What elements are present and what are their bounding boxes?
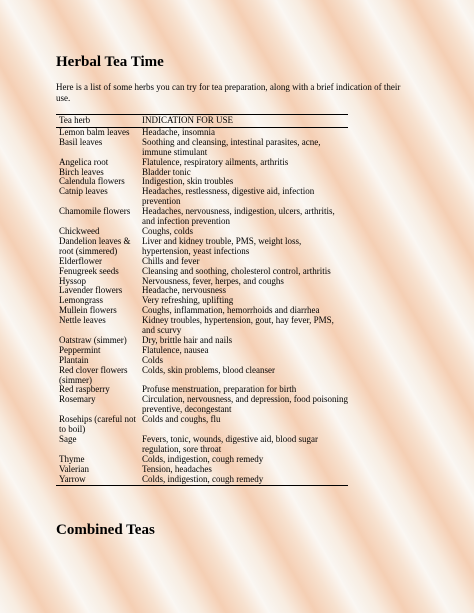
cell-herb: Sage — [59, 434, 77, 444]
cell-indication: Circulation, nervousness, and depression, food poisoning preventive, decongestant — [142, 394, 348, 415]
cell-herb: Mullein flowers — [59, 305, 117, 316]
table-row — [56, 187, 348, 207]
cell-herb: Hyssop — [59, 275, 87, 286]
table-row — [56, 366, 348, 386]
table-row — [56, 435, 348, 455]
cell-indication: Chills and fever — [142, 255, 200, 266]
cell-herb: Rosehips (careful not to boil) — [59, 414, 136, 435]
cell-herb: Chickweed — [59, 225, 100, 236]
table-header-row — [56, 115, 348, 128]
cell-herb: Yarrow — [59, 473, 86, 484]
cell-indication: Coughs, colds — [142, 225, 194, 236]
cell-indication: Flatulence, respiratory ailments, arthritis — [142, 156, 289, 167]
herb-table-body — [56, 127, 348, 485]
cell-indication: Headache, nervousness — [142, 285, 226, 296]
table-row — [56, 475, 348, 485]
cell-indication: Fevers, tonic, wounds, digestive aid, blood sugar regulation, sore throat — [142, 434, 318, 454]
cell-indication: Soothing and cleansing, intestinal parasites, acne, immune stimulant — [142, 136, 321, 157]
page-title: Herbal Tea Time — [56, 54, 164, 70]
cell-indication: Liver and kidney trouble, PMS, weight loss, hypertension, yeast infections — [142, 235, 302, 256]
cell-herb: Oatstraw (simmer) — [59, 334, 127, 345]
header-indication: INDICATION FOR USE — [142, 115, 234, 125]
cell-indication: Indigestion, skin troubles — [142, 176, 234, 187]
cell-herb: Plantain — [59, 354, 89, 365]
cell-indication: Headaches, nervousness, indigestion, ulcers, arthritis, and infection prevention — [142, 206, 335, 227]
cell-herb: Dandelion leaves & root (simmered) — [59, 235, 131, 256]
cell-herb: Calendula flowers — [59, 176, 125, 187]
cell-herb: Lemongrass — [59, 295, 103, 306]
cell-herb: Catnip leaves — [59, 186, 108, 197]
cell-herb: Fenugreek seeds — [59, 265, 119, 276]
cell-indication: Bladder tonic — [142, 166, 191, 177]
cell-indication: Headache, insomnia — [142, 126, 215, 137]
cell-herb: Basil leaves — [59, 136, 103, 147]
header-tea-herb: Tea herb — [59, 115, 91, 125]
cell-herb: Red raspberry — [59, 384, 110, 395]
cell-herb: Birch leaves — [59, 166, 104, 177]
cell-indication: Headaches, restlessness, digestive aid, infection prevention — [142, 186, 315, 207]
cell-herb: Thyme — [59, 453, 85, 464]
cell-indication: Cleansing and soothing, cholesterol control, arthritis — [142, 265, 331, 276]
cell-herb: Red clover flowers (simmer) — [59, 364, 128, 385]
cell-indication: Coughs, inflammation, hemorrhoids and diarrhea — [142, 305, 320, 316]
table-row — [56, 138, 348, 158]
section-title-combined-teas: Combined Teas — [56, 522, 155, 538]
table-row — [56, 207, 348, 227]
table-row — [56, 346, 348, 356]
cell-herb: Angelica root — [59, 156, 109, 167]
cell-indication: Nervousness, fever, herpes, and coughs — [142, 275, 284, 286]
table-row — [56, 316, 348, 336]
cell-herb: Lavender flowers — [59, 285, 123, 296]
cell-indication: Colds, skin problems, blood cleanser — [142, 364, 275, 375]
herb-table — [56, 114, 348, 486]
cell-herb: Lemon balm leaves — [59, 126, 130, 137]
table-row — [56, 237, 348, 257]
cell-indication: Colds and coughs, flu — [142, 414, 221, 425]
cell-indication: Colds — [142, 354, 164, 365]
cell-indication: Profuse menstruation, preparation for birth — [142, 384, 297, 395]
cell-indication: Flatulence, nausea — [142, 344, 209, 355]
cell-herb: Nettle leaves — [59, 315, 106, 326]
table-row — [56, 415, 348, 435]
cell-herb: Rosemary — [59, 394, 96, 405]
cell-herb: Elderflower — [59, 255, 102, 266]
cell-herb: Peppermint — [59, 344, 101, 355]
cell-herb: Valerian — [59, 463, 89, 474]
cell-herb: Chamomile flowers — [59, 206, 131, 217]
cell-indication: Colds, indigestion, cough remedy — [142, 453, 264, 464]
table-row — [56, 267, 348, 277]
table-row — [56, 395, 348, 415]
cell-indication: Colds, indigestion, cough remedy — [142, 473, 264, 484]
cell-indication: Dry, brittle hair and nails — [142, 334, 233, 345]
cell-indication: Very refreshing, uplifting — [142, 295, 234, 306]
cell-indication: Tension, headaches — [142, 463, 212, 474]
cell-indication: Kidney troubles, hypertension, gout, hay fever, PMS, and scurvy — [142, 315, 334, 336]
intro-paragraph: Here is a list of some herbs you can try for tea preparation, along with a brief indication of their use. — [56, 82, 401, 103]
